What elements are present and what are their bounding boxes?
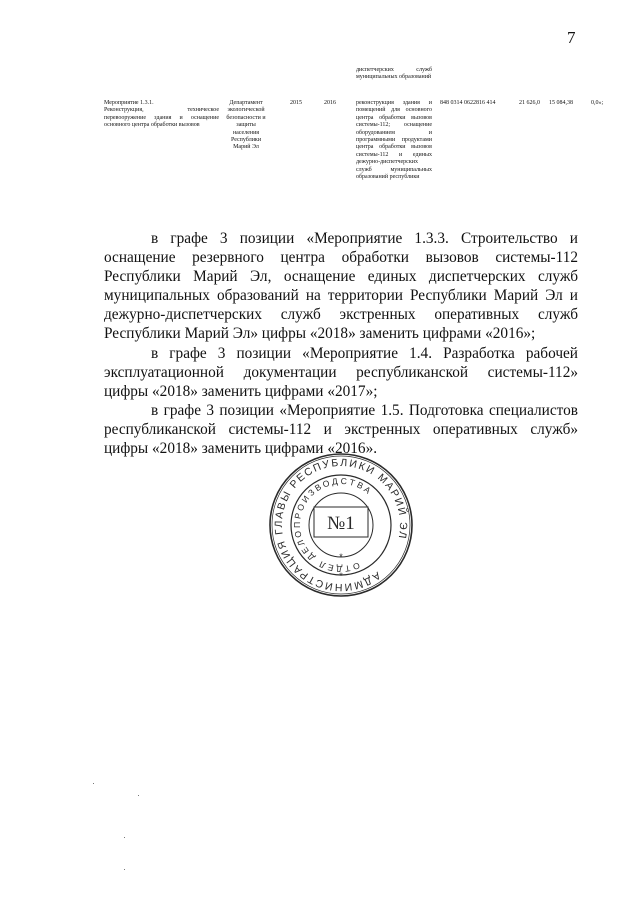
stamp-seal-graphic (268, 452, 414, 598)
measure-number: Мероприятие 1.3.1. (104, 100, 154, 106)
table-cell-kbk: 848 0314 0622816 414 (440, 100, 496, 106)
document-body (104, 229, 578, 458)
table-cell-value-3: 0,0»; (591, 100, 604, 106)
official-stamp (268, 452, 414, 598)
paragraph: в графе 3 позиции «Мероприятие 1.4. Разработка рабочей эксплуатационной документации республиканской системы-112» цифры «2018» заменить цифрами «2017»; (104, 344, 578, 400)
table-cell-top-result: диспетчерских служб муниципальных образований (356, 67, 432, 81)
table-cell-year-start: 2015 (290, 100, 302, 106)
table-cell-value-1: 21 626,0 (519, 100, 540, 106)
stamp-inner-text: ОТДЕЛ ДЕЛОПРОИЗВОДСТВА (291, 475, 374, 575)
page-number: 7 (567, 28, 576, 47)
table-cell-measure (104, 100, 219, 130)
table-cell-executor: Департамент экологической безопасности и защиты населения Республики Марий Эл (226, 100, 266, 151)
scan-speck (93, 783, 94, 784)
scan-speck (124, 837, 125, 838)
stamp-star-outer: * (339, 571, 343, 581)
stamp-star-inner: * (339, 552, 343, 562)
paragraph: в графе 3 позиции «Мероприятие 1.5. Подготовка специалистов республиканской системы-112 и экстренных оперативных служб» цифры «2018» заменить цифрами «2016». (104, 401, 578, 458)
stamp-outer-text: АДМИНИСТРАЦИЯ ГЛАВЫ РЕСПУБЛИКИ МАРИЙ ЭЛ (272, 456, 410, 594)
scan-speck (124, 869, 125, 870)
scan-speck (138, 795, 139, 796)
paragraph: в графе 3 позиции «Мероприятие 1.3.3. Строительство и оснащение резервного центра обработки вызовов системы-112 Республики Марий Эл, оснащение единых диспетчерских служб муниципальных образований на территории Республики Марий Эл и дежурно-диспетчерских служб экстренных оперативных служб Республики Марий Эл» цифры «2018» заменить цифрами «2016»; (104, 230, 578, 343)
table-cell-value-2: 15 084,38 (549, 100, 573, 106)
table-cell-year-end: 2016 (324, 100, 336, 106)
measure-title: Реконструкция, техническое перевооружение здания и оснащение основного центра обработки вызовов (104, 107, 219, 129)
table-cell-result: реконструкция здания и помещений для основного центра обработки вызовов системы-112; оснащение оборудованием и программными продуктами центра обработки вызовов системы-112 и единых дежурно-диспетчерских служб муниципальных образований республики (356, 100, 432, 181)
stamp-number: №1 (327, 513, 355, 534)
